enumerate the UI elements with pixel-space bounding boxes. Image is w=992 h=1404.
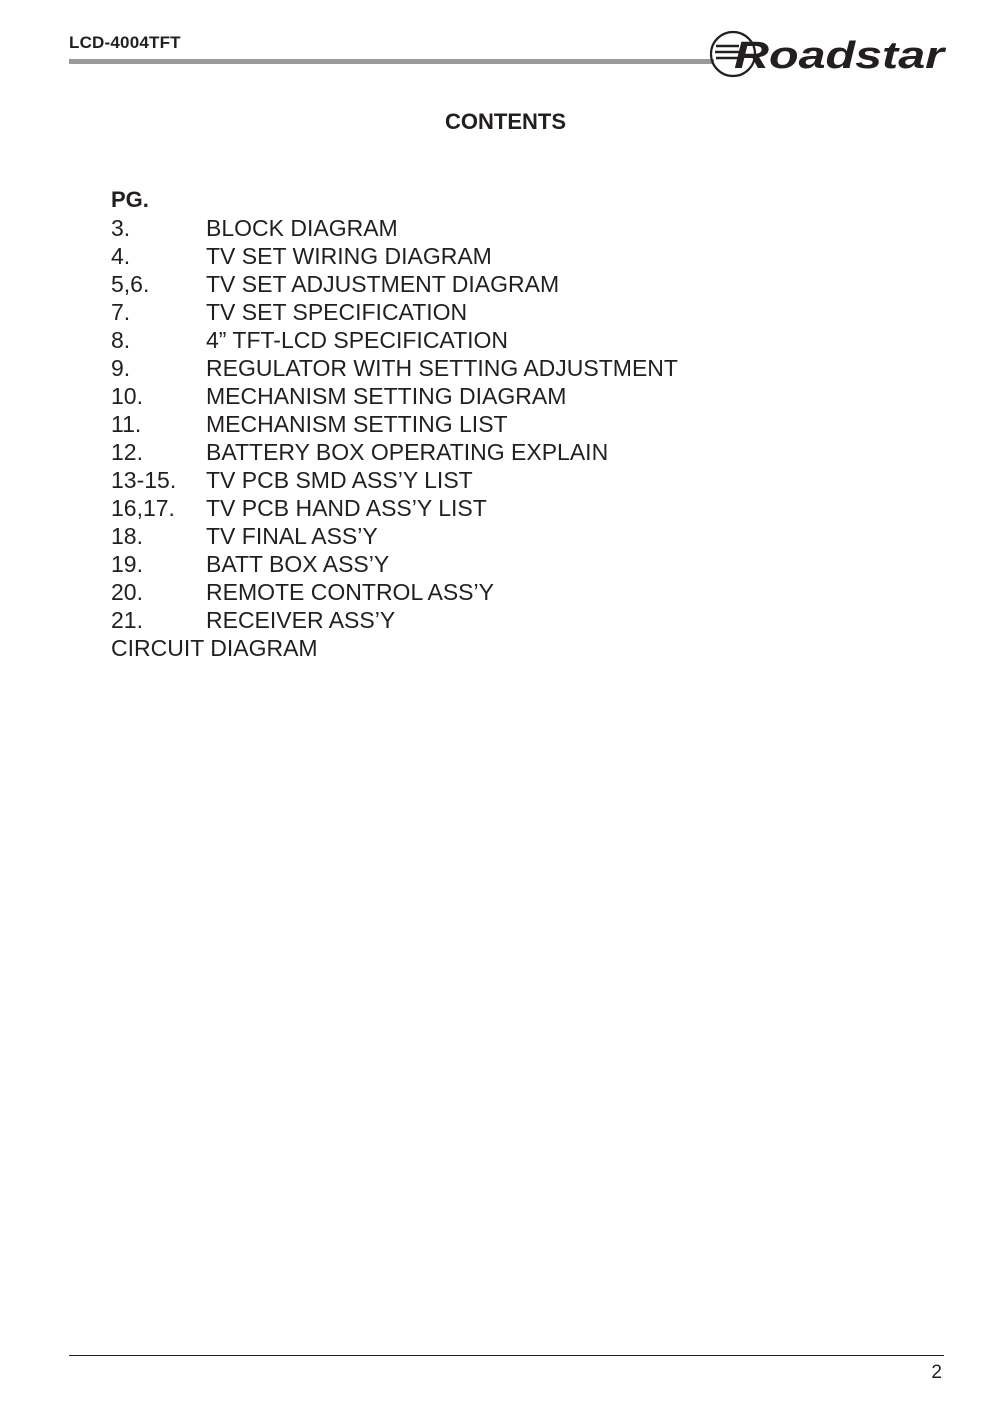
toc-page-number: 3. [111, 215, 131, 241]
header-rule [69, 59, 714, 64]
toc-entry [111, 494, 678, 522]
toc-entry [111, 606, 678, 634]
toc-page-number: 12. [111, 439, 143, 465]
toc-entry-label: BATTERY BOX OPERATING EXPLAIN [206, 439, 609, 465]
toc-page-number: 21. [111, 607, 143, 633]
page-number: 2 [931, 1362, 942, 1383]
toc-entry-label: 4” TFT-LCD SPECIFICATION [206, 327, 509, 353]
toc-entry-label: MECHANISM SETTING LIST [206, 411, 508, 437]
toc-entry-label: TV PCB HAND ASS’Y LIST [206, 495, 487, 521]
toc-entry [111, 298, 678, 326]
toc-entry-label: RECEIVER ASS’Y [206, 607, 396, 633]
toc-trailing-entry: CIRCUIT DIAGRAM [111, 635, 318, 661]
toc-page-number: 18. [111, 523, 143, 549]
toc-entry [111, 410, 678, 438]
toc-heading: PG. [111, 187, 149, 212]
toc-entry-label: BLOCK DIAGRAM [206, 215, 398, 241]
table-of-contents [111, 186, 678, 662]
toc-page-number: 19. [111, 551, 143, 577]
toc-entry [111, 382, 678, 410]
toc-entry-label: TV PCB SMD ASS’Y LIST [206, 467, 473, 493]
toc-entry-label: TV SET SPECIFICATION [206, 299, 468, 325]
toc-page-number: 7. [111, 299, 131, 325]
toc-page-number: 9. [111, 355, 131, 381]
toc-entry-label: TV SET WIRING DIAGRAM [206, 243, 492, 269]
toc-page-number: 11. [111, 411, 142, 437]
toc-entry [111, 242, 678, 270]
toc-page-number: 5,6. [111, 271, 150, 297]
footer-rule [69, 1355, 944, 1356]
toc-page-number: 10. [111, 383, 143, 409]
toc-entry [111, 550, 678, 578]
page-title: CONTENTS [445, 109, 566, 134]
svg-text:Roadstar: Roadstar [734, 35, 947, 77]
toc-entry-label: REGULATOR WITH SETTING ADJUSTMENT [206, 355, 678, 381]
toc-entry-label: MECHANISM SETTING DIAGRAM [206, 383, 567, 409]
toc-entry-label: REMOTE CONTROL ASS’Y [206, 579, 494, 605]
toc-page-number: 8. [111, 327, 131, 353]
model-number: LCD-4004TFT [69, 33, 181, 52]
toc-page-number: 20. [111, 579, 143, 605]
toc-entry [111, 354, 678, 382]
toc-entry [111, 214, 678, 242]
toc-entry [111, 522, 678, 550]
toc-page-number: 4. [111, 243, 131, 269]
toc-page-number: 16,17. [111, 495, 175, 521]
toc-entry [111, 438, 678, 466]
toc-entry-label: TV SET ADJUSTMENT DIAGRAM [206, 271, 560, 297]
toc-entry-label: BATT BOX ASS’Y [206, 551, 390, 577]
toc-entry [111, 270, 678, 298]
toc-entry-label: TV FINAL ASS’Y [206, 523, 378, 549]
toc-page-number: 13-15. [111, 467, 177, 493]
toc-entry [111, 466, 678, 494]
toc-entry [111, 326, 678, 354]
toc-entry [111, 578, 678, 606]
brand-logo [708, 28, 948, 80]
